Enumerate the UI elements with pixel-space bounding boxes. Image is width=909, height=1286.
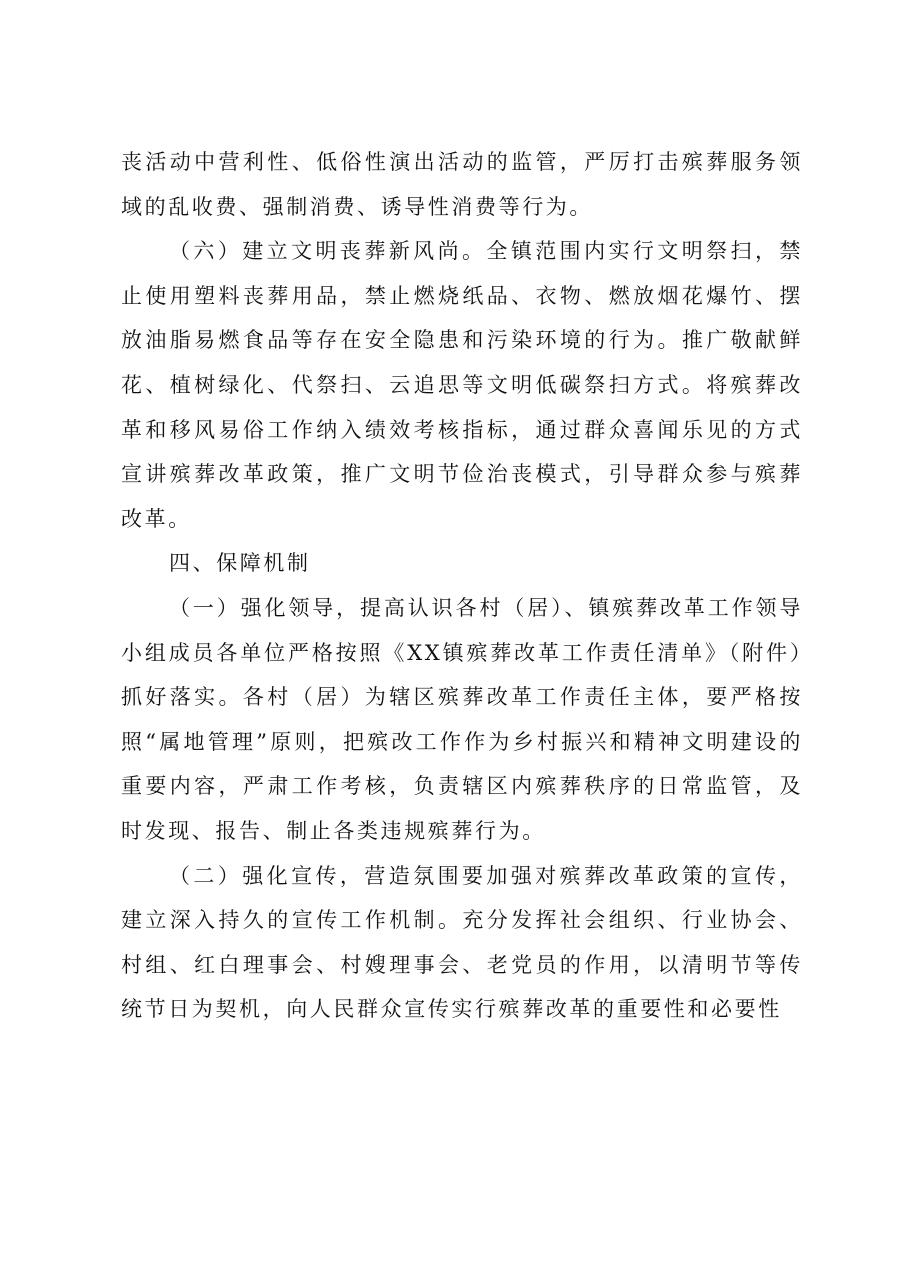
paragraph-continuation: 丧活动中营利性、低俗性演出活动的监管，严厉打击殡葬服务领域的乱收费、强制消费、诱导性消费等行为。 xyxy=(121,150,803,219)
section-heading-safeguards: 四、保障机制 xyxy=(169,551,311,576)
paragraph-leadership: （一）强化领导，提高认识各村（居）、镇殡葬改革工作领导小组成员各单位严格按照《XX镇殡葬改革工作责任清单》（附件）抓好落实。各村（居）为辖区殡葬改革工作责任主体，要严格按照“属地管理”原则，把殡改工作作为乡村振兴和精神文明建设的重要内容，严肃工作考核，负责辖区内殡葬秩序的日常监管，及时发现、报告、制止各类违规殡葬行为。 xyxy=(121,595,803,843)
paragraph-publicity: （二）强化宣传，营造氛围要加强对殡葬改革政策的宣传，建立深入持久的宣传工作机制。充分发挥社会组织、行业协会、村组、红白理事会、村嫂理事会、老党员的作用，以清明节等传统节日为契机，向人民群众宣传实行殡葬改革的重要性和必要性 xyxy=(121,863,803,1022)
paragraph-civilized-funeral: （六）建立文明丧葬新风尚。全镇范围内实行文明祭扫，禁止使用塑料丧葬用品，禁止燃烧纸品、衣物、燃放烟花爆竹、摆放油脂易燃食品等存在安全隐患和污染环境的行为。推广敬献鲜花、植树绿化、代祭扫、云追思等文明低碳祭扫方式。将殡葬改革和移风易俗工作纳入绩效考核指标，通过群众喜闻乐见的方式宣讲殡葬改革政策，推广文明节俭治丧模式，引导群众参与殡葬改革。 xyxy=(121,239,803,531)
